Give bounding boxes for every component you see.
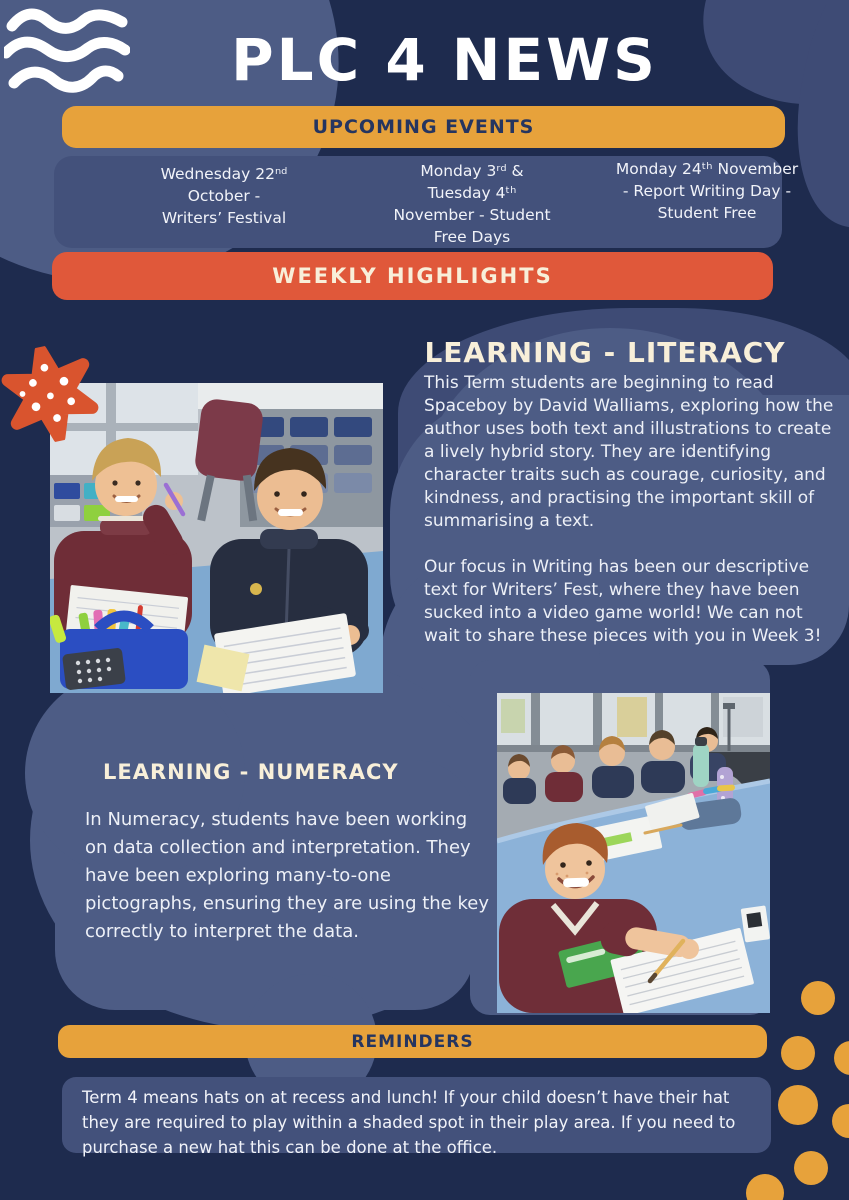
numeracy-text: In Numeracy, students have been working on data collection and interpretation. They have been exploring many-to-one pictographs, ensuring they are using the key correctly to interpret the data. <box>85 809 489 942</box>
event-writers-festival <box>134 163 314 229</box>
event-student-free-days <box>372 160 572 248</box>
weekly-highlights-label: WEEKLY HIGHLIGHTS <box>272 264 553 288</box>
orange-dot <box>832 1104 849 1138</box>
event-line: Writers’ Festival <box>161 209 287 227</box>
reminders-text: Term 4 means hats on at recess and lunch! If your child doesn’t have their hat they are required to play within a shaded spot in their play area. If you need to purchase a new hat this can be done at the office. <box>82 1088 736 1157</box>
page-title: PLC 4 NEWS <box>231 26 658 94</box>
weekly-highlights-banner <box>52 252 773 300</box>
literacy-paragraph-1: This Term students are beginning to read Spaceboy by David Walliams, exploring how the author uses both text and illustrations to create a lively hybrid story. They are identifying character traits such as courage, curiosity, and kindness, and practising the important skill of summarising a text. <box>424 373 834 531</box>
numeracy-heading: LEARNING - NUMERACY <box>103 760 399 784</box>
event-line: Tuesday 4ᵗʰ <box>427 184 517 202</box>
literacy-heading: LEARNING - LITERACY <box>424 336 786 369</box>
orange-dot <box>801 981 835 1015</box>
event-line: Student Free <box>657 204 757 222</box>
event-line: Monday 3ʳᵈ & <box>420 162 524 180</box>
numeracy-photo-illustration <box>497 693 770 1013</box>
literacy-paragraph-2: Our focus in Writing has been our descriptive text for Writers’ Fest, where they have been sucked into a video game world! We can not wait to share these pieces with you in Week 3! <box>424 557 822 646</box>
reminders-label: REMINDERS <box>351 1031 474 1052</box>
orange-dot <box>781 1036 815 1070</box>
orange-dot <box>834 1041 849 1075</box>
upcoming-events-banner <box>62 106 785 148</box>
reminders-banner <box>58 1025 767 1058</box>
literacy-text <box>424 372 836 671</box>
orange-dot <box>778 1085 818 1125</box>
star-icon <box>0 337 107 451</box>
upcoming-events-panel <box>54 156 799 248</box>
orange-dot <box>746 1174 784 1200</box>
numeracy-photo <box>497 693 770 1013</box>
event-line: Free Days <box>433 228 511 246</box>
reminders-box <box>62 1077 771 1157</box>
event-line: - Report Writing Day - <box>622 182 792 200</box>
event-report-writing-day <box>586 158 828 224</box>
event-line: Monday 24ᵗʰ November <box>615 160 799 178</box>
upcoming-events-label: UPCOMING EVENTS <box>312 116 535 138</box>
event-line: October - <box>187 187 261 205</box>
orange-dot <box>794 1151 828 1185</box>
event-line: November - Student <box>393 206 551 224</box>
event-line: Wednesday 22ⁿᵈ <box>160 165 288 183</box>
